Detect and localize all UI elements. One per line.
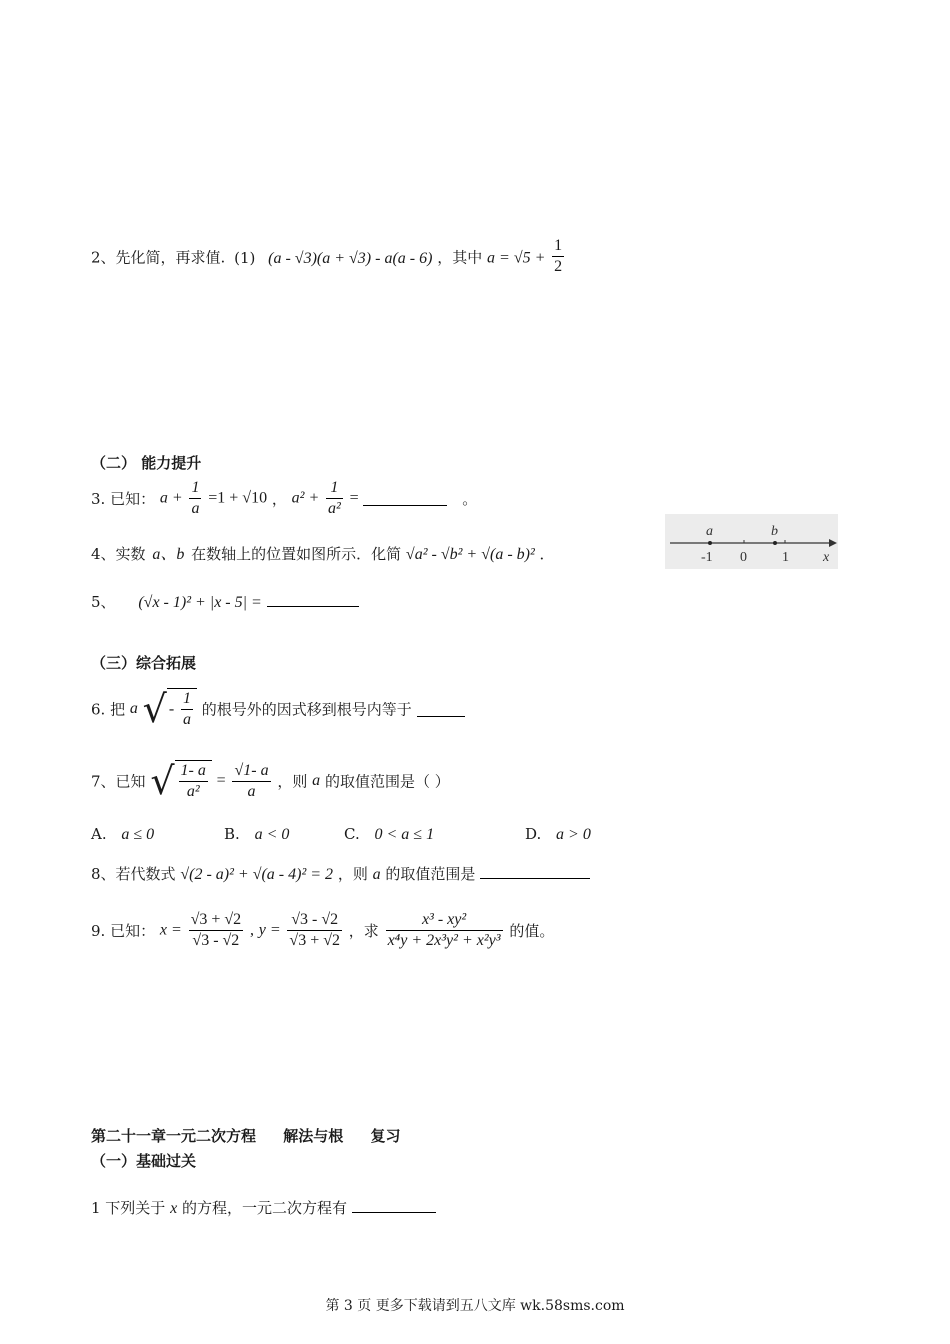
q6-fraction [181,689,193,730]
q3-frac-num: 1 [189,478,201,499]
q7-l-num: 1- a [179,761,208,782]
q6-radical-body [167,688,197,730]
q4-expr: √a² - √b² + √(a - b)² [405,546,535,563]
q7-option-a-key: A. [91,825,107,843]
q4-end: ． [539,545,555,563]
section-2-title: （二） 能力提升 [91,454,202,472]
q7-eq: = [216,772,226,789]
q7-left-fraction [179,761,208,802]
q3-answer-blank[interactable] [363,491,447,506]
q6-num: 1 [181,689,193,710]
q9-f-den: x⁴y + 2x³y² + x²y³ [387,932,501,949]
q6-minus: - [168,700,175,718]
q7-option-d-val: a > 0 [556,826,591,843]
axis-arrow [829,539,837,547]
question-3 [91,478,477,519]
label-neg1: -1 [701,550,713,565]
chapter-title [91,1125,401,1146]
q7-option-a-val: a ≤ 0 [121,826,155,843]
q1-var: x [170,1200,178,1217]
q6-answer-blank[interactable] [417,702,465,717]
label-x: x [823,550,830,565]
q9-main-fraction [386,910,503,951]
q9-x: x = [159,921,182,939]
number-line-svg [665,514,838,569]
q2-expr: (a - √3)(a + √3) - a(a - 6) [268,249,433,267]
q9-y-den: √3 + √2 [289,932,340,949]
q3-frac2-den: a² [328,500,341,517]
q7-option-d[interactable] [525,825,591,844]
q3-eq2-post: = [349,489,359,507]
q7-option-b-key: B. [224,825,240,843]
q9-end: 的值。 [509,922,555,940]
q3-frac2-num: 1 [326,478,343,499]
q6-den: a [182,711,191,728]
q7-r-den: a [247,782,256,800]
section-3-title: （三）综合拓展 [91,654,197,672]
q9-y-fraction [287,910,342,951]
q9-label: 9. 已知： [91,922,156,940]
question-9 [91,910,554,951]
q7-option-a[interactable] [91,825,154,844]
q2-half-fraction [552,236,564,277]
number-line-figure [665,514,838,569]
q8-label: 8、若代数式 [91,865,176,883]
q2-cond-expr: a = √5 + [487,249,546,267]
q7-r-num: √1- a [232,761,270,782]
q2-label: 2、先化简，再求值. [91,248,226,267]
q7-radical-sign: √ [150,759,175,803]
q4-label: 4、实数 [91,545,146,563]
q7-label: 7、已知 [91,772,146,791]
q4-text: 在数轴上的位置如图所示．化简 [191,545,402,563]
q8-answer-blank[interactable] [480,864,590,879]
q3-label: 3. 已知： [91,490,156,508]
q8-text: ，则 [337,865,368,883]
q7-var: a [312,772,321,789]
label-b: b [771,524,778,539]
q6-radical-sign: √ [142,687,167,731]
chapter-title-sub2: 复习 [370,1127,401,1145]
point-a [708,541,712,545]
q3-eq1-pre: a + [159,489,183,507]
section-1-title: （一）基础过关 [91,1152,197,1170]
q1-label: 1 下列关于 [91,1199,166,1217]
q6-a: a [129,700,138,717]
q7-l-den: a² [186,783,200,800]
q4-vars: a、b [152,546,185,563]
q7-text2: 的取值范围是（ ） [324,772,450,791]
label-a: a [706,524,713,539]
q5-expr: (√x - 1)² + |x - 5| = [138,594,262,611]
q7-option-c-val: 0 < a ≤ 1 [374,826,435,843]
question-2 [91,238,566,279]
question-5 [91,591,359,612]
q9-y: y = [258,921,281,939]
chapter-title-sub1: 解法与根 [283,1127,344,1145]
q3-eq2-pre: a² + [291,489,320,507]
q5-label: 5、 [91,593,116,611]
q3-eq1-post: =1 + √10 [208,489,268,507]
q7-option-d-key: D. [525,825,542,843]
q6-text: 的根号外的因式移到根号内等于 [201,700,412,719]
question-4 [91,541,555,564]
question-1 [91,1197,436,1218]
q9-x-num: √3 + √2 [189,910,244,931]
q9-x-den: √3 - √2 [192,932,240,949]
q2-cond: ，其中 [437,248,483,267]
q7-radical-body [175,760,212,802]
q3-frac-den: a [191,500,200,517]
q7-left-radical [150,760,212,802]
q3-fraction-1 [189,478,201,519]
q1-text: 的方程，一元二次方程有 [181,1199,347,1217]
q6-label: 6. 把 [91,700,126,719]
q9-comma: , [249,921,254,939]
q1-answer-blank[interactable] [352,1198,436,1213]
q8-var: a [372,866,381,883]
question-6 [91,688,465,730]
page-footer: 第 3 页 更多下载请到五八文库 wk.58sms.com [325,1298,625,1314]
q7-option-b-val: a < 0 [254,826,290,843]
q7-option-c-key: C. [344,825,360,843]
q9-ask: ，求 [348,922,379,940]
q7-right-fraction [232,761,270,802]
q6-radical [143,688,197,730]
q8-text2: 的取值范围是 [385,865,476,883]
question-8 [91,863,590,884]
q2-half-num: 1 [552,236,564,257]
label-one: 1 [782,550,789,565]
q3-fraction-2 [326,478,343,519]
q8-expr: √(2 - a)² + √(a - 4)² = 2 [180,866,334,883]
label-zero: 0 [740,550,747,565]
q7-option-b[interactable] [224,825,289,844]
q2-part: (1) [234,248,256,267]
chapter-title-main: 第二十一章一元二次方程 [91,1127,257,1145]
question-7 [91,760,450,802]
q2-half-den: 2 [554,258,563,275]
q7-option-c[interactable] [344,825,434,844]
point-b [773,541,777,545]
q7-text: ，则 [277,772,308,791]
q3-end: 。 [462,490,478,508]
q5-answer-blank[interactable] [267,592,359,607]
q9-f-num: x³ - xy² [386,910,503,931]
q9-y-num: √3 - √2 [287,910,342,931]
q3-sep: ， [271,490,287,508]
q9-x-fraction [189,910,244,951]
